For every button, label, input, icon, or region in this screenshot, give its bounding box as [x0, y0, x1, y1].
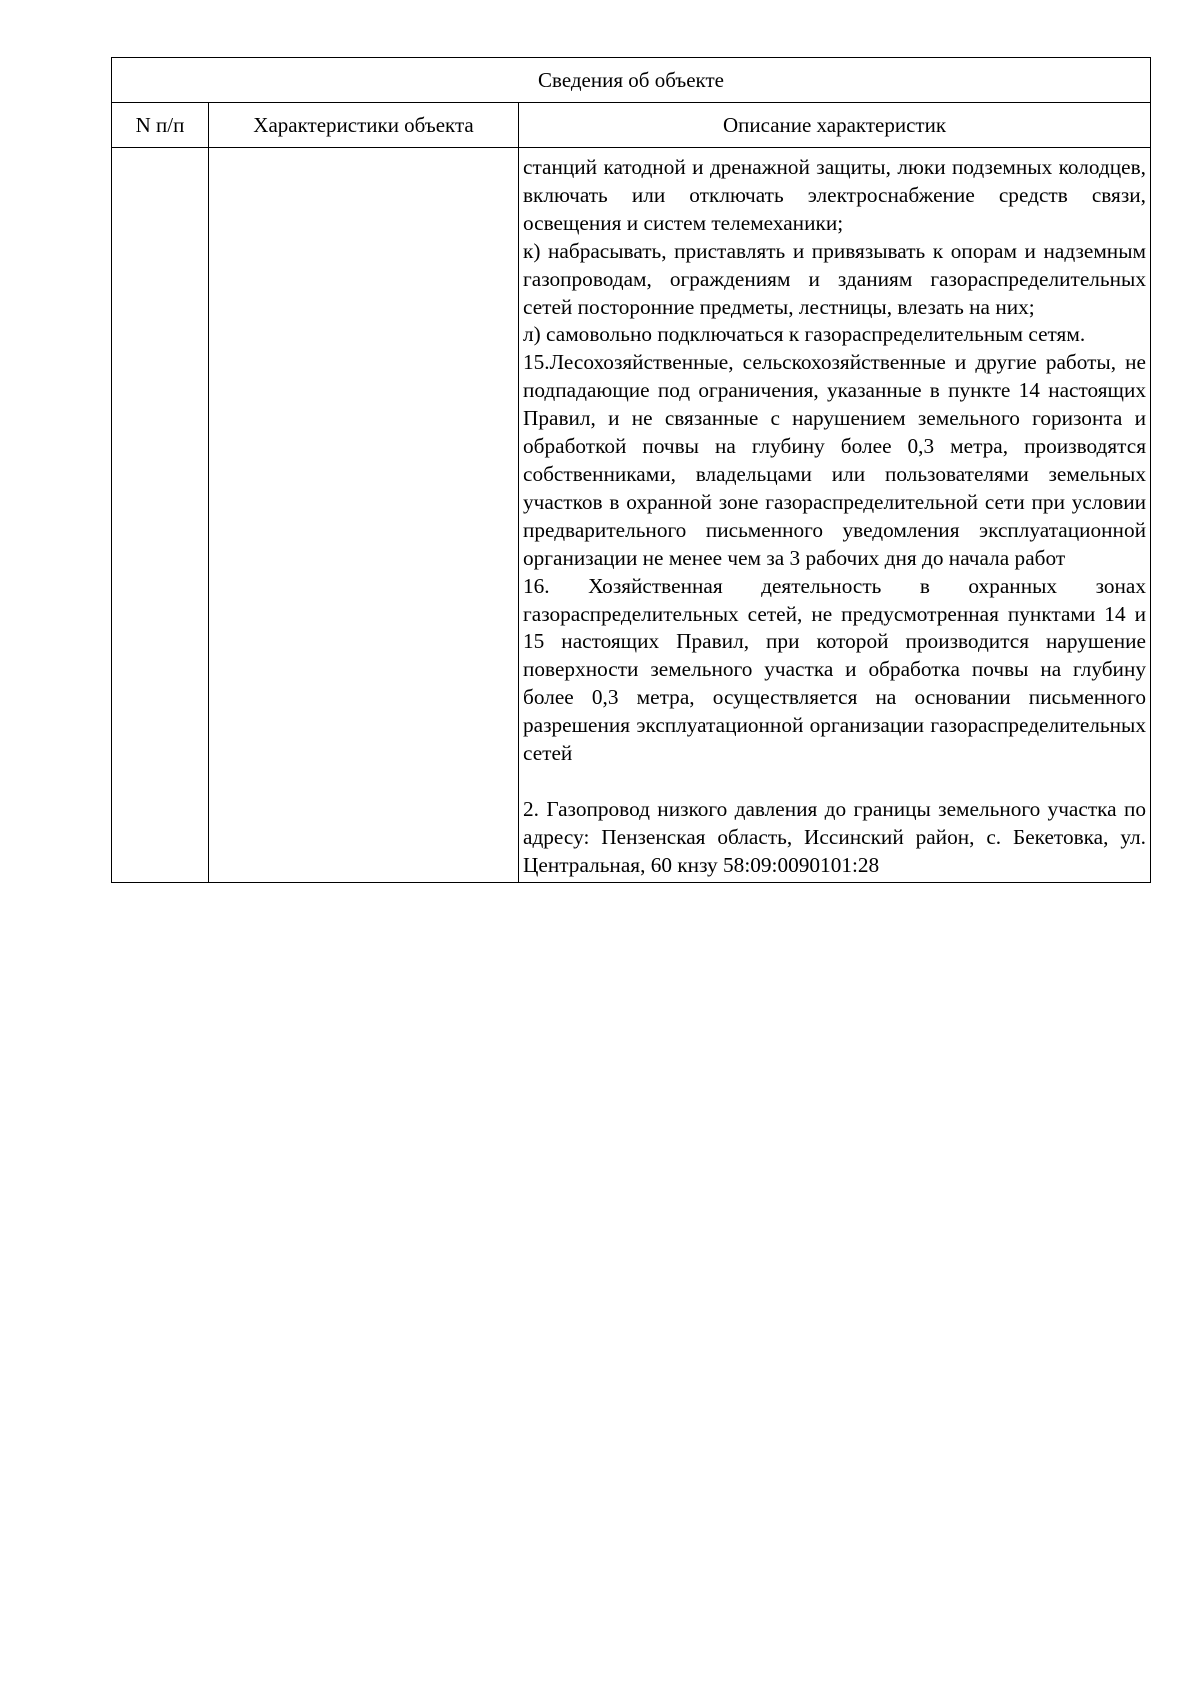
description-paragraph: 2. Газопровод низкого давления до границы земельного участка по адресу: Пензенская область, Иссинский район, с. Бекетовка, ул. Центральная, 60 кнзу 58:09:0090101:28 [523, 796, 1146, 877]
table-row [112, 148, 1151, 883]
header-number: N п/п [112, 103, 209, 148]
table-title-row [112, 58, 1151, 103]
row-description-cell [519, 148, 1151, 883]
header-description: Описание характеристик [519, 103, 1151, 148]
object-info-table [111, 57, 1151, 883]
row-number-cell [112, 148, 209, 883]
description-paragraph: л) самовольно подключаться к газораспределительным сетям. [523, 322, 1086, 347]
row-characteristics-cell [209, 148, 519, 883]
header-characteristics: Характеристики объекта [209, 103, 519, 148]
description-paragraph: 16. Хозяйственная деятельность в охранных зонах газораспределительных сетей, не предусмотренная пунктами 14 и 15 настоящих Правил, при которой производится нарушение поверхности земельного участка и обработка почвы на глубину более 0,3 метра, осуществляется на основании письменного разрешения эксплуатационной организации газораспределительных сетей [523, 573, 1146, 766]
description-paragraph: 15.Лесохозяйственные, сельскохозяйственные и другие работы, не подпадающие под ограничения, указанные в пункте 14 настоящих Правил, и не связанные с нарушением земельного горизонта и обработкой почвы на глубину более 0,3 метра, производятся собственниками, владельцами или пользователями земельных участков в охранной зоне газораспределительной сети при условии предварительного письменного уведомления эксплуатационной организации не менее чем за 3 рабочих дня до начала работ [523, 350, 1146, 570]
table-header-row [112, 103, 1151, 148]
description-paragraph: к) набрасывать, приставлять и привязывать к опорам и надземным газопроводам, ограждениям и зданиям газораспределительных сетей посторонние предметы, лестницы, влезать на них; [523, 238, 1146, 319]
table-title: Сведения об объекте [112, 58, 1151, 103]
description-paragraph: станций катодной и дренажной защиты, люки подземных колодцев, включать или отключать электроснабжение средств связи, освещения и систем телемеханики; [523, 155, 1146, 235]
blank-line-spacer [523, 768, 1146, 796]
